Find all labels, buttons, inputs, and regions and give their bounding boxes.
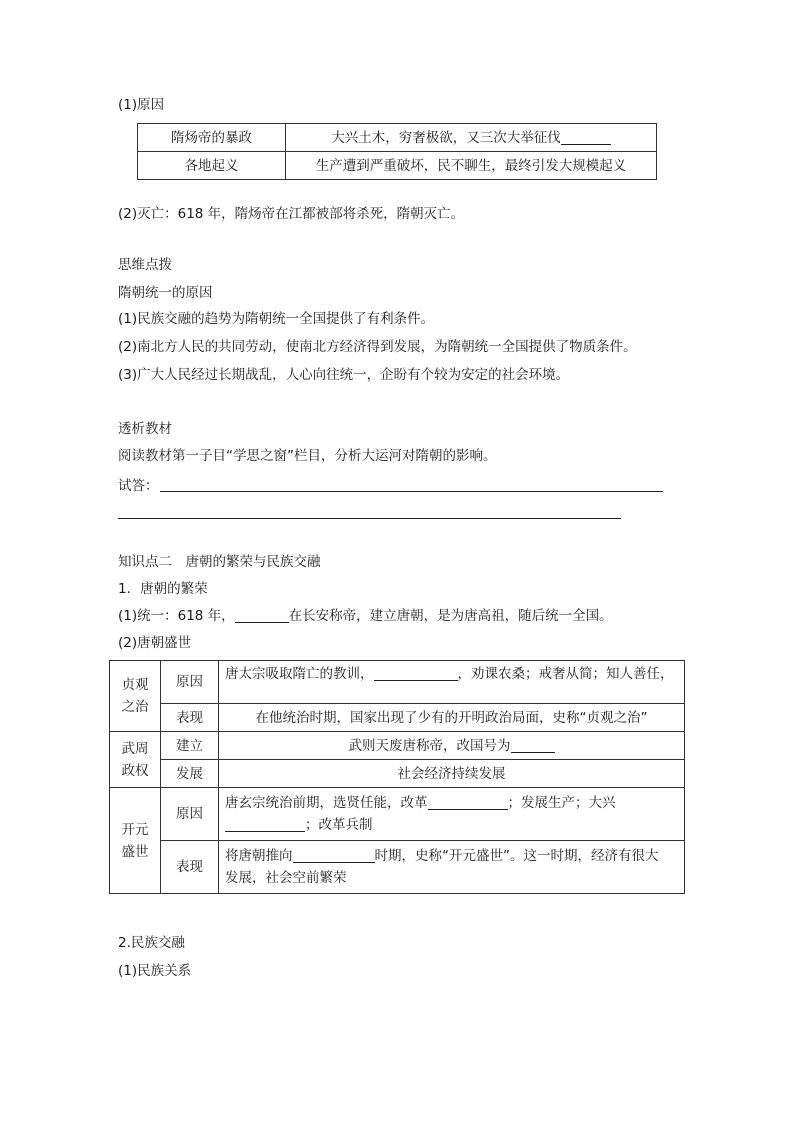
table-cell: 表现 <box>161 841 219 894</box>
table-cell: 武周 政权 <box>110 732 161 788</box>
k2-sub4: (1)民族关系 <box>118 963 192 979</box>
answer-label: 试答： <box>118 478 159 494</box>
table-row <box>110 704 685 732</box>
k2-sub2: (2)唐朝盛世 <box>118 635 192 651</box>
unify-text-b: 在长安称帝，建立唐朝，是为唐高祖，随后统一全国。 <box>288 608 613 624</box>
fill-blank[interactable] <box>511 738 555 753</box>
table-row <box>110 788 685 841</box>
table-cell: 贞观 之治 <box>110 661 161 732</box>
tang-prosperity-table <box>109 660 685 894</box>
table-row <box>110 760 685 788</box>
answer-line[interactable] <box>118 518 621 519</box>
tips-item: (3)广大人民经过长期战乱，人心向往统一，企盼有个较为安定的社会环境。 <box>118 367 570 383</box>
tips-item: (2)南北方人民的共同劳动，使南北方经济得到发展，为隋朝统一全国提供了物质条件。 <box>118 339 637 355</box>
table-cell: 唐玄宗统治前期，选贤任能，改革 ；发展生产；大兴 ；改革兵制 <box>219 788 685 841</box>
fill-blank[interactable] <box>374 666 458 681</box>
tips-item: (1)民族交融的趋势为隋朝统一全国提供了有利条件。 <box>118 311 435 327</box>
table-cell: 社会经济持续发展 <box>219 760 685 788</box>
fill-blank[interactable] <box>235 608 289 623</box>
table-row <box>138 152 657 180</box>
fill-blank[interactable] <box>293 848 375 863</box>
table-row <box>110 661 685 704</box>
table-cell: 大兴土木，穷奢极欲，又三次大举征伐 <box>286 124 657 152</box>
table-cell: 生产遭到严重破坏，民不聊生，最终引发大规模起义 <box>286 152 657 180</box>
table-cell: 武则天废唐称帝，改国号为 <box>219 732 685 760</box>
fill-blank[interactable] <box>225 817 305 832</box>
k2-sub3: 2.民族交融 <box>118 935 185 951</box>
answer-line[interactable] <box>160 491 663 492</box>
k2-title: 知识点二 唐朝的繁荣与民族交融 <box>118 554 321 570</box>
table-cell: 将唐朝推向 时期，史称“开元盛世”。这一时期，经济有很大 发展，社会空前繁荣 <box>219 841 685 894</box>
table-row <box>110 841 685 894</box>
table-cell: 开元 盛世 <box>110 788 161 894</box>
table-cell: 各地起义 <box>138 152 286 180</box>
table-cell: 唐太宗吸取隋亡的教训， ，劝课农桑；戒奢从简；知人善任， <box>219 661 685 704</box>
tips-subtitle: 隋朝统一的原因 <box>118 285 213 301</box>
table-cell: 表现 <box>161 704 219 732</box>
table-row <box>138 124 657 152</box>
k2-unify <box>118 607 613 625</box>
table-cell: 在他统治时期，国家出现了少有的开明政治局面，史称“贞观之治” <box>219 704 685 732</box>
table-cell: 原因 <box>161 661 219 704</box>
analysis-question: 阅读教材第一子目“学思之窗”栏目，分析大运河对隋朝的影响。 <box>118 448 497 464</box>
tips-title: 思维点拨 <box>118 257 172 273</box>
table-cell: 隋炀帝的暴政 <box>138 124 286 152</box>
sui-fall-reason-table <box>137 123 657 180</box>
analysis-title: 透析教材 <box>118 421 172 437</box>
unify-text-a: (1)统一：618 年， <box>118 608 235 624</box>
fill-blank[interactable] <box>428 795 508 810</box>
table-row <box>110 732 685 760</box>
section-reason-heading: (1)原因 <box>118 97 165 113</box>
sui-fall-text: (2)灭亡：618 年，隋炀帝在江都被部将杀死，隋朝灭亡。 <box>118 206 465 222</box>
table-cell: 原因 <box>161 788 219 841</box>
fill-blank[interactable] <box>561 130 611 145</box>
k2-sub1: 1．唐朝的繁荣 <box>118 581 208 597</box>
table-cell: 发展 <box>161 760 219 788</box>
table-cell: 建立 <box>161 732 219 760</box>
